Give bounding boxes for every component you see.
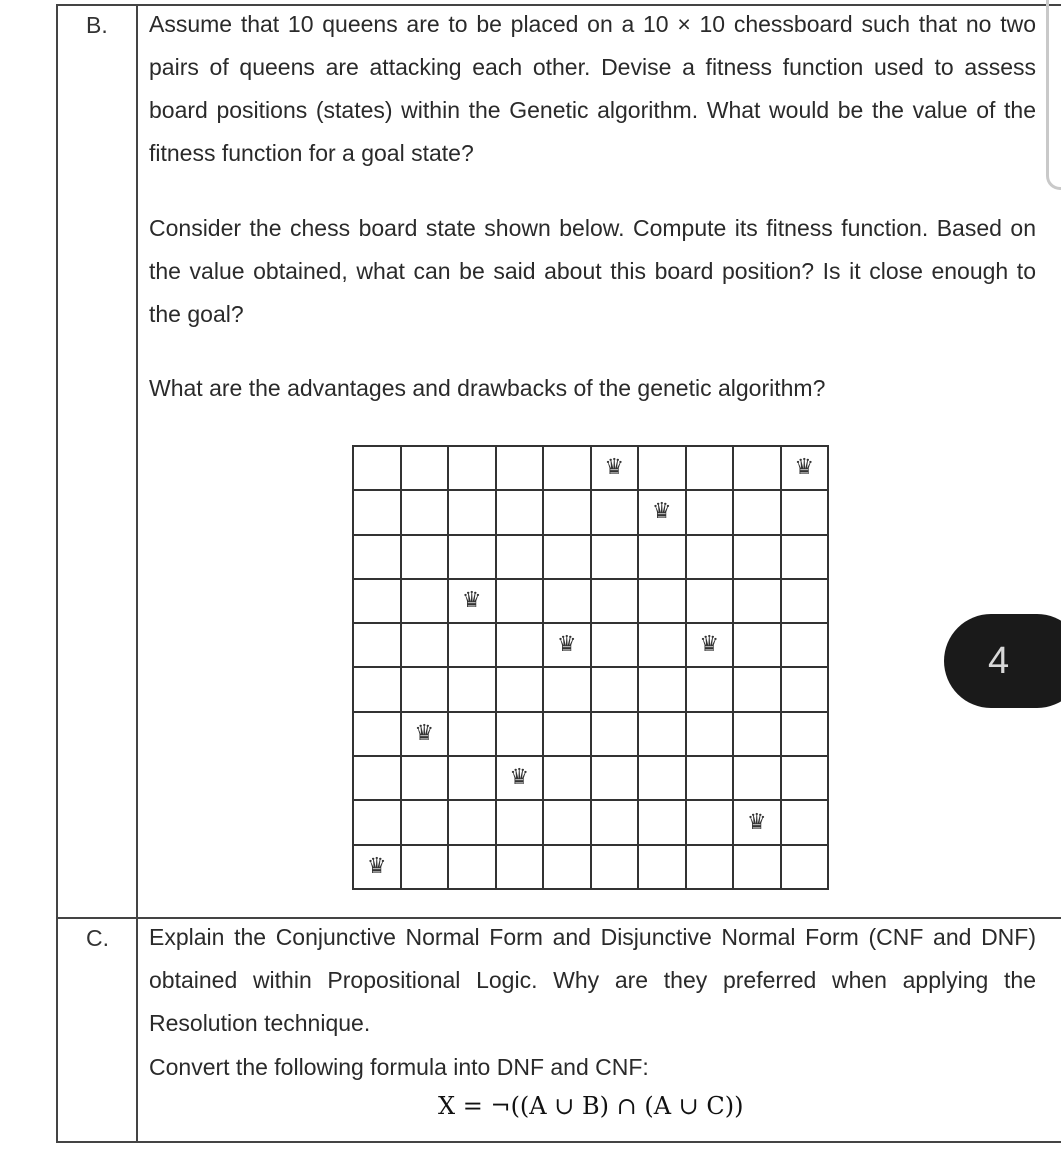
board-cell — [591, 490, 639, 534]
queen-icon: ♛ — [366, 853, 387, 879]
board-cell — [401, 490, 449, 534]
board-cell — [686, 800, 734, 844]
board-cell — [638, 535, 686, 579]
board-cell — [638, 623, 686, 667]
table-column-divider — [136, 4, 138, 1143]
board-cell — [733, 535, 781, 579]
board-cell — [781, 667, 829, 711]
board-cell — [401, 845, 449, 889]
board-cell — [686, 756, 734, 800]
board-cell — [401, 579, 449, 623]
board-cell — [353, 845, 401, 889]
board-cell — [638, 579, 686, 623]
board-cell — [781, 623, 829, 667]
board-cell — [543, 535, 591, 579]
marks-badge: 4 — [944, 614, 1061, 708]
board-cell — [353, 667, 401, 711]
board-cell — [496, 535, 544, 579]
board-cell — [401, 712, 449, 756]
queen-icon: ♛ — [699, 632, 720, 658]
board-cell — [781, 490, 829, 534]
board-cell — [591, 667, 639, 711]
board-cell — [591, 579, 639, 623]
board-cell — [733, 667, 781, 711]
board-cell — [401, 800, 449, 844]
board-cell — [733, 756, 781, 800]
board-cell — [401, 667, 449, 711]
board-cell — [353, 623, 401, 667]
table-bottom-border — [56, 1141, 1061, 1143]
board-cell — [448, 800, 496, 844]
board-cell — [543, 490, 591, 534]
board-cell — [781, 845, 829, 889]
board-cell — [781, 712, 829, 756]
board-cell — [353, 756, 401, 800]
board-cell — [686, 579, 734, 623]
section-c-question-1: Explain the Conjunctive Normal Form and Disjunctive Normal Form (CNF and DNF) obtained within Propositional Logic. Why are they preferred when applying the Resolution technique. — [149, 924, 1036, 1036]
board-cell — [448, 579, 496, 623]
queen-icon: ♛ — [461, 588, 482, 614]
board-cell — [733, 490, 781, 534]
board-cell — [591, 446, 639, 490]
queen-icon: ♛ — [604, 455, 625, 481]
board-cell — [496, 667, 544, 711]
board-cell — [353, 490, 401, 534]
board-cell — [496, 845, 544, 889]
scroll-panel-edge — [1046, 0, 1061, 190]
board-cell — [496, 446, 544, 490]
board-cell — [638, 845, 686, 889]
board-cell — [496, 579, 544, 623]
board-cell — [781, 446, 829, 490]
board-cell — [401, 623, 449, 667]
board-cell — [638, 712, 686, 756]
board-cell — [496, 623, 544, 667]
board-cell — [448, 535, 496, 579]
queen-icon: ♛ — [556, 632, 577, 658]
board-cell — [781, 579, 829, 623]
queen-icon: ♛ — [509, 765, 530, 791]
board-cell — [353, 800, 401, 844]
board-cell — [781, 756, 829, 800]
board-cell — [543, 756, 591, 800]
board-cell — [733, 623, 781, 667]
board-cell — [781, 800, 829, 844]
board-cell — [591, 623, 639, 667]
board-cell — [638, 756, 686, 800]
chess-board — [352, 445, 829, 890]
table-left-border — [56, 4, 58, 1143]
queen-icon: ♛ — [651, 499, 672, 525]
board-cell — [781, 535, 829, 579]
board-cell — [448, 623, 496, 667]
board-cell — [401, 756, 449, 800]
queen-icon: ♛ — [746, 809, 767, 835]
board-cell — [496, 712, 544, 756]
section-c-question-2: Convert the following formula into DNF and CNF: — [149, 1054, 649, 1080]
board-cell — [733, 800, 781, 844]
board-cell — [448, 446, 496, 490]
board-cell — [686, 623, 734, 667]
board-cell — [591, 712, 639, 756]
board-cell — [543, 800, 591, 844]
board-cell — [686, 845, 734, 889]
queen-icon: ♛ — [414, 720, 435, 746]
formula: X = ¬((A ∪ B) ∩ (A ∪ C)) — [438, 1092, 744, 1120]
board-cell — [686, 712, 734, 756]
board-cell — [543, 845, 591, 889]
board-cell — [733, 446, 781, 490]
board-cell — [496, 756, 544, 800]
section-b-question-1: Assume that 10 queens are to be placed on a 10 × 10 chessboard such that no two pairs of queens are attacking each other. Devise a fitness function used to assess board positions (states) within the Genetic algorithm. What would be the value of the fitness function for a goal state? — [149, 11, 1036, 166]
board-cell — [543, 712, 591, 756]
board-cell — [448, 667, 496, 711]
board-cell — [543, 667, 591, 711]
section-b-label: B. — [86, 12, 108, 38]
board-cell — [591, 800, 639, 844]
board-cell — [401, 446, 449, 490]
board-cell — [638, 800, 686, 844]
board-cell — [686, 535, 734, 579]
board-cell — [353, 712, 401, 756]
board-cell — [733, 845, 781, 889]
board-cell — [733, 579, 781, 623]
board-cell — [591, 756, 639, 800]
board-cell — [686, 446, 734, 490]
board-cell — [733, 712, 781, 756]
board-cell — [448, 712, 496, 756]
board-cell — [448, 756, 496, 800]
board-cell — [543, 446, 591, 490]
board-cell — [686, 490, 734, 534]
board-cell — [353, 535, 401, 579]
board-cell — [401, 535, 449, 579]
board-cell — [638, 667, 686, 711]
board-cell — [496, 800, 544, 844]
section-b-question-2: Consider the chess board state shown below. Compute its fitness function. Based on the value obtained, what can be said about this board position? Is it close enough to the goal? — [149, 215, 1036, 327]
board-cell — [448, 845, 496, 889]
board-cell — [686, 667, 734, 711]
board-cell — [543, 623, 591, 667]
board-cell — [591, 535, 639, 579]
queen-icon: ♛ — [794, 455, 815, 481]
section-b-question-3: What are the advantages and drawbacks of the genetic algorithm? — [149, 375, 826, 401]
board-cell — [591, 845, 639, 889]
board-cell — [448, 490, 496, 534]
board-cell — [638, 446, 686, 490]
board-cell — [353, 446, 401, 490]
board-cell — [353, 579, 401, 623]
section-c-label: C. — [86, 925, 109, 951]
board-cell — [496, 490, 544, 534]
board-cell — [543, 579, 591, 623]
board-cell — [638, 490, 686, 534]
